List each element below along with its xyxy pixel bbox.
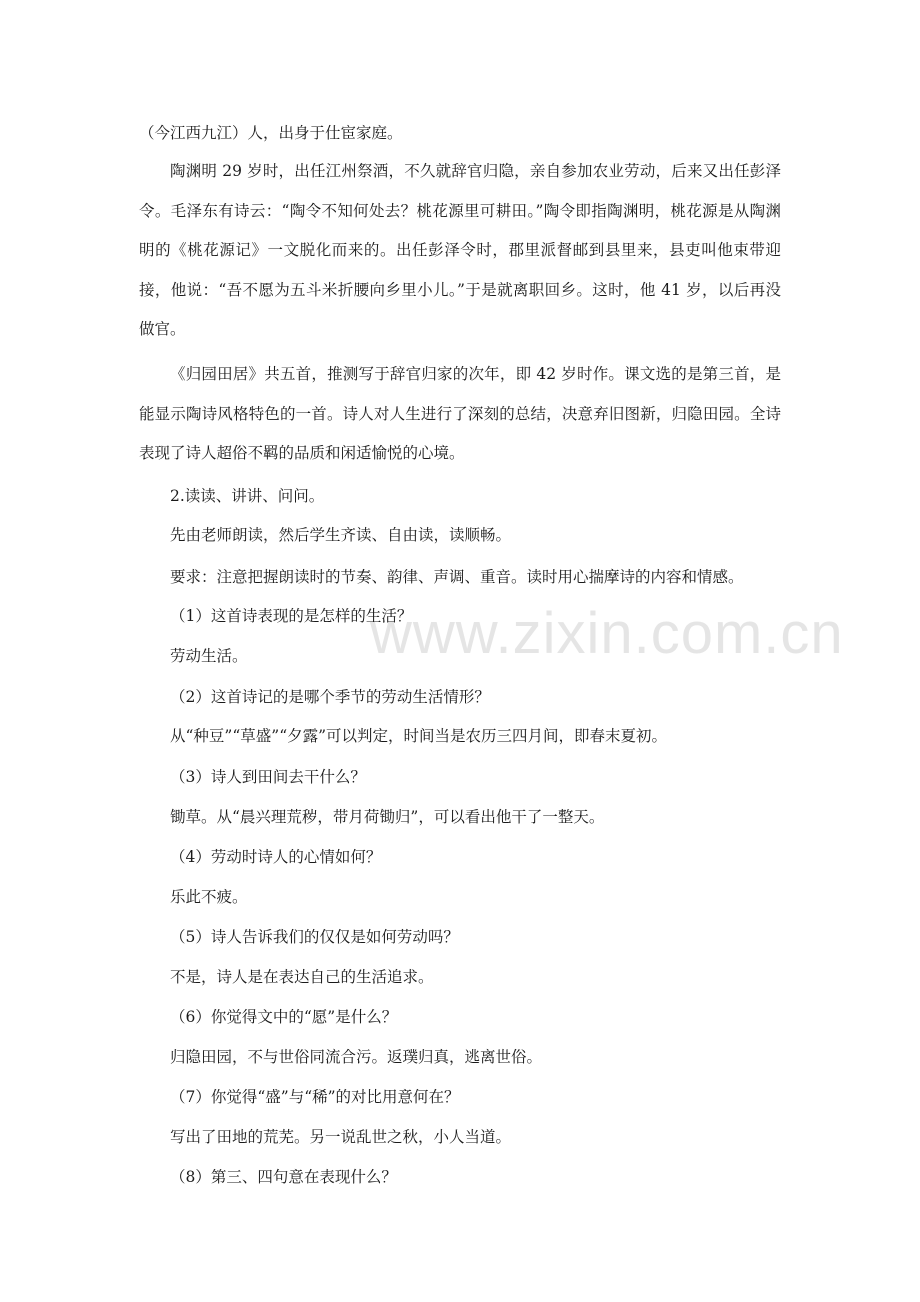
question-5: （5）诗人告诉我们的仅仅是如何劳动吗？ [170, 928, 459, 946]
question-7: （7）你觉得“盛”与“稀”的对比用意何在？ [170, 1088, 460, 1106]
answer-3: 锄草。从“晨兴理荒秽，带月荷锄归”，可以看出他干了一整天。 [170, 808, 605, 826]
question-3: （3）诗人到田间去干什么？ [170, 768, 366, 786]
intro-line: （今江西九江）人，出身于仕宦家庭。 [139, 124, 403, 142]
answer-1: 劳动生活。 [170, 647, 248, 665]
question-4: （4）劳动时诗人的心情如何？ [170, 848, 382, 866]
answer-5: 不是，诗人是在表达自己的生活追求。 [170, 968, 434, 986]
section-heading-2: 2.读读、讲讲、问问。 [170, 487, 325, 505]
watermark: www.zixin.com.cn [370, 601, 844, 666]
answer-6: 归隐田园，不与世俗同流合污。返璞归真，逃离世俗。 [170, 1048, 543, 1066]
paragraph-guiyuan-tianju: 《归园田居》共五首，推测写于辞官归家的次年，即 42 岁时作。课文选的是第三首，是能显示陶诗风格特色的一首。诗人对人生进行了深刻的总结，决意弃旧图新，归隐田园。全诗表现了诗人超俗不羁的品质和闲适愉悦的心境。 [139, 365, 781, 462]
reading-instruction: 先由老师朗读，然后学生齐读、自由读，读顺畅。 [170, 526, 512, 544]
paragraph-tao-yuanming: 陶渊明 29 岁时，出任江州祭酒，不久就辞官归隐，亲自参加农业劳动，后来又出任彭泽令。毛泽东有诗云：“陶令不知何处去？桃花源里可耕田。”陶令即指陶渊明，桃花源是从陶渊明的《桃花源记》一文脱化而来的。出任彭泽令时，郡里派督邮到县里来，县吏叫他束带迎接，他说：“吾不愿为五斗米折腰向乡里小儿。”于是就离职回乡。这时，他 41 岁，以后再没做官。 [139, 162, 781, 338]
question-1: （1）这首诗表现的是怎样的生活？ [170, 607, 413, 625]
question-8: （8）第三、四句意在表现什么？ [170, 1168, 397, 1186]
reading-requirement: 要求：注意把握朗读时的节奏、韵律、声调、重音。读时用心揣摩诗的内容和情感。 [170, 568, 744, 586]
answer-7: 写出了田地的荒芜。另一说乱世之秋，小人当道。 [170, 1128, 512, 1146]
answer-2: 从“种豆”“草盛”“夕露”可以判定，时间当是农历三四月间，即春末夏初。 [170, 727, 668, 745]
question-2: （2）这首诗记的是哪个季节的劳动生活情形？ [170, 688, 490, 706]
answer-4: 乐此不疲。 [170, 888, 248, 906]
question-6: （6）你觉得文中的“愿”是什么？ [170, 1008, 398, 1026]
